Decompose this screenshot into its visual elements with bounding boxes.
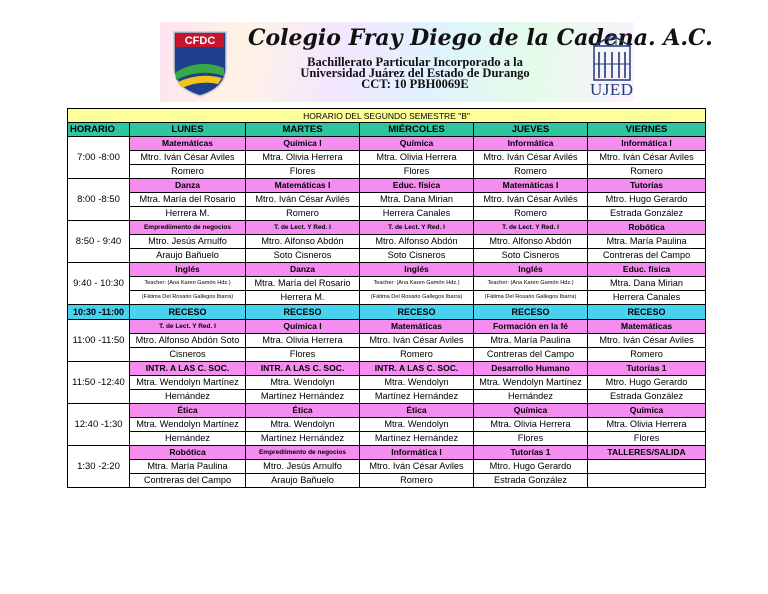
subject-cell-lunes: Robótica: [130, 446, 246, 460]
teacher-cell-viernes: Mtro. Hugo Gerardo: [588, 376, 706, 390]
school-name: Colegio Fray Diego de la Cadena. A.C.: [248, 25, 713, 51]
subject-cell-viernes: Química: [588, 404, 706, 418]
time-slot: 1:30 -2:20: [68, 446, 130, 488]
teacher-cell-jueves: Flores: [474, 432, 588, 446]
subject-row: [68, 221, 706, 235]
subject-cell-jueves: Matemáticas I: [474, 179, 588, 193]
teacher-row: [68, 235, 706, 249]
subject-cell-miercoles: Química: [360, 137, 474, 151]
subject-cell-lunes: Matemáticas: [130, 137, 246, 151]
time-slot: 8:00 -8:50: [68, 179, 130, 221]
teacher-cell-lunes: Cisneros: [130, 348, 246, 362]
teacher-row: [68, 390, 706, 404]
subject-cell-miercoles: INTR. A LAS C. SOC.: [360, 362, 474, 376]
teacher-cell-miercoles: Mtra. Dana Mirian: [360, 193, 474, 207]
recess-cell-lunes: RECESO: [130, 305, 246, 320]
teacher-cell-lunes: Hernández: [130, 432, 246, 446]
teacher-cell-jueves: Soto Cisneros: [474, 249, 588, 263]
subject-cell-lunes: T. de Lect. Y Red. I: [130, 320, 246, 334]
recess-row: [68, 305, 706, 320]
teacher-cell-miercoles: Mtro. Alfonso Abdón: [360, 235, 474, 249]
teacher-cell-miercoles: Mtra. Wendolyn: [360, 376, 474, 390]
teacher-row: [68, 193, 706, 207]
teacher-cell-viernes: Mtro. Iván César Aviles: [588, 334, 706, 348]
teacher-cell-lunes: Araujo Bañuelo: [130, 249, 246, 263]
subject-cell-jueves: Inglés: [474, 263, 588, 277]
teacher-cell-jueves: Mtro. Alfonso Abdón: [474, 235, 588, 249]
subject-cell-lunes: Emprediimento de negocios: [130, 221, 246, 235]
subject-cell-lunes: INTR. A LAS C. SOC.: [130, 362, 246, 376]
column-header-horario: HORARIO: [68, 123, 130, 137]
subject-row: [68, 320, 706, 334]
teacher-cell-martes: Mtro. Alfonso Abdón: [246, 235, 360, 249]
teacher-cell-jueves: Contreras del Campo: [474, 348, 588, 362]
subtitle-line-2: Universidad Juárez del Estado de Durango: [300, 66, 530, 80]
subject-cell-miercoles: Ética: [360, 404, 474, 418]
table-title: HORARIO DEL SEGUNDO SEMESTRE "B": [68, 109, 706, 123]
teacher-cell-viernes: Mtro. Iván César Aviles: [588, 151, 706, 165]
teacher-cell-miercoles: Soto Cisneros: [360, 249, 474, 263]
teacher-row: [68, 418, 706, 432]
teacher-cell-lunes: Herrera M.: [130, 207, 246, 221]
teacher-cell-miercoles: Romero: [360, 474, 474, 488]
teacher-cell-jueves: Estrada González: [474, 474, 588, 488]
teacher-row: [68, 291, 706, 305]
teacher-cell-jueves: Mtra. Olivia Herrera: [474, 418, 588, 432]
teacher-cell-miercoles: (Fátima Del Rosario Gallegos Ibarra): [360, 291, 474, 305]
subject-cell-miercoles: Educ. física: [360, 179, 474, 193]
teacher-row: [68, 207, 706, 221]
teacher-cell-jueves: (Fátima Del Rosario Gallegos Ibarra): [474, 291, 588, 305]
teacher-cell-lunes: Mtra. Wendolyn Martínez: [130, 376, 246, 390]
schedule-table: [67, 108, 706, 488]
teacher-cell-viernes: Romero: [588, 165, 706, 179]
subject-cell-viernes: Educ. física: [588, 263, 706, 277]
teacher-cell-jueves: Hernández: [474, 390, 588, 404]
teacher-row: [68, 460, 706, 474]
day-header-row: [68, 123, 706, 137]
teacher-cell-lunes: Mtra. Wendolyn Martínez: [130, 418, 246, 432]
teacher-cell-martes: Herrera M.: [246, 291, 360, 305]
teacher-row: [68, 376, 706, 390]
subject-cell-lunes: Inglés: [130, 263, 246, 277]
recess-cell-martes: RECESO: [246, 305, 360, 320]
subject-row: [68, 137, 706, 151]
teacher-cell-jueves: Romero: [474, 165, 588, 179]
subject-cell-jueves: Química: [474, 404, 588, 418]
subject-row: [68, 404, 706, 418]
teacher-cell-lunes: Romero: [130, 165, 246, 179]
teacher-cell-martes: Flores: [246, 348, 360, 362]
teacher-row: [68, 249, 706, 263]
teacher-cell-jueves: Teacher: (Ana Karen Gamón Hdz.): [474, 277, 588, 291]
recess-cell-viernes: RECESO: [588, 305, 706, 320]
subtitle-line-3: CCT: 10 PBH0069E: [361, 77, 469, 91]
teacher-cell-jueves: Romero: [474, 207, 588, 221]
subject-cell-jueves: Tutorías 1: [474, 446, 588, 460]
teacher-cell-jueves: Mtra. María Paulina: [474, 334, 588, 348]
recess-cell-jueves: RECESO: [474, 305, 588, 320]
ujed-label: UJED: [590, 80, 634, 99]
time-slot: 11:00 -11:50: [68, 320, 130, 362]
teacher-cell-lunes: Mtro. Iván César Aviles: [130, 151, 246, 165]
subject-cell-viernes: Matemáticas: [588, 320, 706, 334]
subject-cell-lunes: Danza: [130, 179, 246, 193]
subject-cell-viernes: Informática I: [588, 137, 706, 151]
teacher-cell-martes: Flores: [246, 165, 360, 179]
teacher-cell-martes: Mtro. Jesús Arnulfo: [246, 460, 360, 474]
time-slot: 7:00 -8:00: [68, 137, 130, 179]
subject-cell-jueves: Desarrollo Humano: [474, 362, 588, 376]
subject-cell-martes: Matemáticas I: [246, 179, 360, 193]
teacher-cell-viernes: [588, 460, 706, 474]
recess-time: 10:30 -11:00: [68, 305, 130, 320]
subject-cell-lunes: Ética: [130, 404, 246, 418]
teacher-cell-jueves: Mtro. Iván César Avilés: [474, 151, 588, 165]
teacher-cell-martes: Mtra. Olivia Herrera: [246, 334, 360, 348]
subject-cell-viernes: Robótica: [588, 221, 706, 235]
teacher-cell-martes: Mtro. Iván César Avilés: [246, 193, 360, 207]
school-logo: [170, 28, 230, 98]
subject-cell-martes: Química I: [246, 137, 360, 151]
teacher-cell-viernes: Estrada González: [588, 390, 706, 404]
teacher-cell-viernes: Mtra. María Paulina: [588, 235, 706, 249]
teacher-cell-viernes: Mtra. Olivia Herrera: [588, 418, 706, 432]
subject-cell-miercoles: Inglés: [360, 263, 474, 277]
teacher-cell-miercoles: Mtra. Wendolyn: [360, 418, 474, 432]
teacher-cell-lunes: (Fátima Del Rosario Gallegos Ibarra): [130, 291, 246, 305]
time-slot: 9:40 - 10:30: [68, 263, 130, 305]
teacher-cell-miercoles: Flores: [360, 165, 474, 179]
subject-cell-jueves: Formación en la fé: [474, 320, 588, 334]
subject-cell-martes: Emprediimento de negocios: [246, 446, 360, 460]
time-slot: 12:40 -1:30: [68, 404, 130, 446]
teacher-cell-martes: Mtra. Wendolyn: [246, 376, 360, 390]
subject-cell-viernes: Tutorías 1: [588, 362, 706, 376]
subject-cell-martes: Química I: [246, 320, 360, 334]
teacher-cell-martes: Mtra. Wendolyn: [246, 418, 360, 432]
teacher-cell-jueves: Mtra. Wendolyn Martínez: [474, 376, 588, 390]
subject-cell-jueves: T. de Lect. Y Red. I: [474, 221, 588, 235]
teacher-cell-lunes: Teacher: (Ana Karen Gamón Hdz.): [130, 277, 246, 291]
teacher-cell-lunes: Mtra. María Paulina: [130, 460, 246, 474]
subject-cell-viernes: Tutorías: [588, 179, 706, 193]
subject-cell-martes: T. de Lect. Y Red. I: [246, 221, 360, 235]
teacher-cell-viernes: Estrada González: [588, 207, 706, 221]
time-slot: 11:50 -12:40: [68, 362, 130, 404]
teacher-cell-viernes: Mtra. Dana Mirian: [588, 277, 706, 291]
teacher-cell-lunes: Hernández: [130, 390, 246, 404]
teacher-cell-jueves: Mtro. Hugo Gerardo: [474, 460, 588, 474]
teacher-cell-miercoles: Teacher: (Ana Karen Gamón Hdz.): [360, 277, 474, 291]
teacher-cell-miercoles: Mtro. Iván César Aviles: [360, 460, 474, 474]
teacher-cell-martes: Romero: [246, 207, 360, 221]
teacher-cell-miercoles: Herrera Canales: [360, 207, 474, 221]
teacher-row: [68, 334, 706, 348]
teacher-cell-jueves: Mtro. Iván César Avilés: [474, 193, 588, 207]
teacher-cell-lunes: Mtro. Jesús Arnulfo: [130, 235, 246, 249]
subject-row: [68, 263, 706, 277]
teacher-cell-lunes: Mtro. Alfonso Abdón Soto: [130, 334, 246, 348]
teacher-cell-viernes: [588, 474, 706, 488]
subject-cell-viernes: TALLERES/SALIDA: [588, 446, 706, 460]
column-header-martes: MARTES: [246, 123, 360, 137]
ujed-building-emblem: [592, 32, 632, 84]
teacher-cell-miercoles: Mtro. Iván César Aviles: [360, 334, 474, 348]
teacher-cell-viernes: Flores: [588, 432, 706, 446]
column-header-lunes: LUNES: [130, 123, 246, 137]
teacher-cell-viernes: Contreras del Campo: [588, 249, 706, 263]
teacher-row: [68, 151, 706, 165]
subtitle-line-1: Bachillerato Particular Incorporado a la: [307, 55, 523, 69]
teacher-cell-miercoles: Martínez Hernández: [360, 390, 474, 404]
teacher-cell-martes: Soto Cisneros: [246, 249, 360, 263]
time-slot: 8:50 - 9:40: [68, 221, 130, 263]
teacher-cell-lunes: Contreras del Campo: [130, 474, 246, 488]
teacher-cell-martes: Martínez Hernández: [246, 390, 360, 404]
recess-cell-miercoles: RECESO: [360, 305, 474, 320]
teacher-row: [68, 165, 706, 179]
teacher-cell-viernes: Romero: [588, 348, 706, 362]
subject-row: [68, 446, 706, 460]
teacher-cell-martes: Mtra. María del Rosario: [246, 277, 360, 291]
subject-cell-miercoles: T. de Lect. Y Red. I: [360, 221, 474, 235]
column-header-jueves: JUEVES: [474, 123, 588, 137]
teacher-row: [68, 277, 706, 291]
teacher-cell-viernes: Herrera Canales: [588, 291, 706, 305]
subject-cell-martes: INTR. A LAS C. SOC.: [246, 362, 360, 376]
subject-cell-jueves: Informática: [474, 137, 588, 151]
teacher-cell-viernes: Mtro. Hugo Gerardo: [588, 193, 706, 207]
teacher-row: [68, 348, 706, 362]
teacher-cell-martes: Mtra. Olivia Herrera: [246, 151, 360, 165]
subject-cell-miercoles: Matemáticas: [360, 320, 474, 334]
column-header-viernes: VIERNES: [588, 123, 706, 137]
teacher-cell-lunes: Mtra. María del Rosario: [130, 193, 246, 207]
teacher-cell-miercoles: Romero: [360, 348, 474, 362]
teacher-cell-miercoles: Martínez Hernández: [360, 432, 474, 446]
logo-text: CFDC: [184, 35, 216, 47]
teacher-cell-miercoles: Mtra. Olivia Herrera: [360, 151, 474, 165]
teacher-row: [68, 474, 706, 488]
teacher-row: [68, 432, 706, 446]
subject-row: [68, 362, 706, 376]
subject-cell-martes: Ética: [246, 404, 360, 418]
column-header-miercoles: MIÉRCOLES: [360, 123, 474, 137]
subject-cell-martes: Danza: [246, 263, 360, 277]
subject-cell-miercoles: Informática I: [360, 446, 474, 460]
teacher-cell-martes: Martínez Hernández: [246, 432, 360, 446]
teacher-cell-martes: Araujo Bañuelo: [246, 474, 360, 488]
subject-row: [68, 179, 706, 193]
